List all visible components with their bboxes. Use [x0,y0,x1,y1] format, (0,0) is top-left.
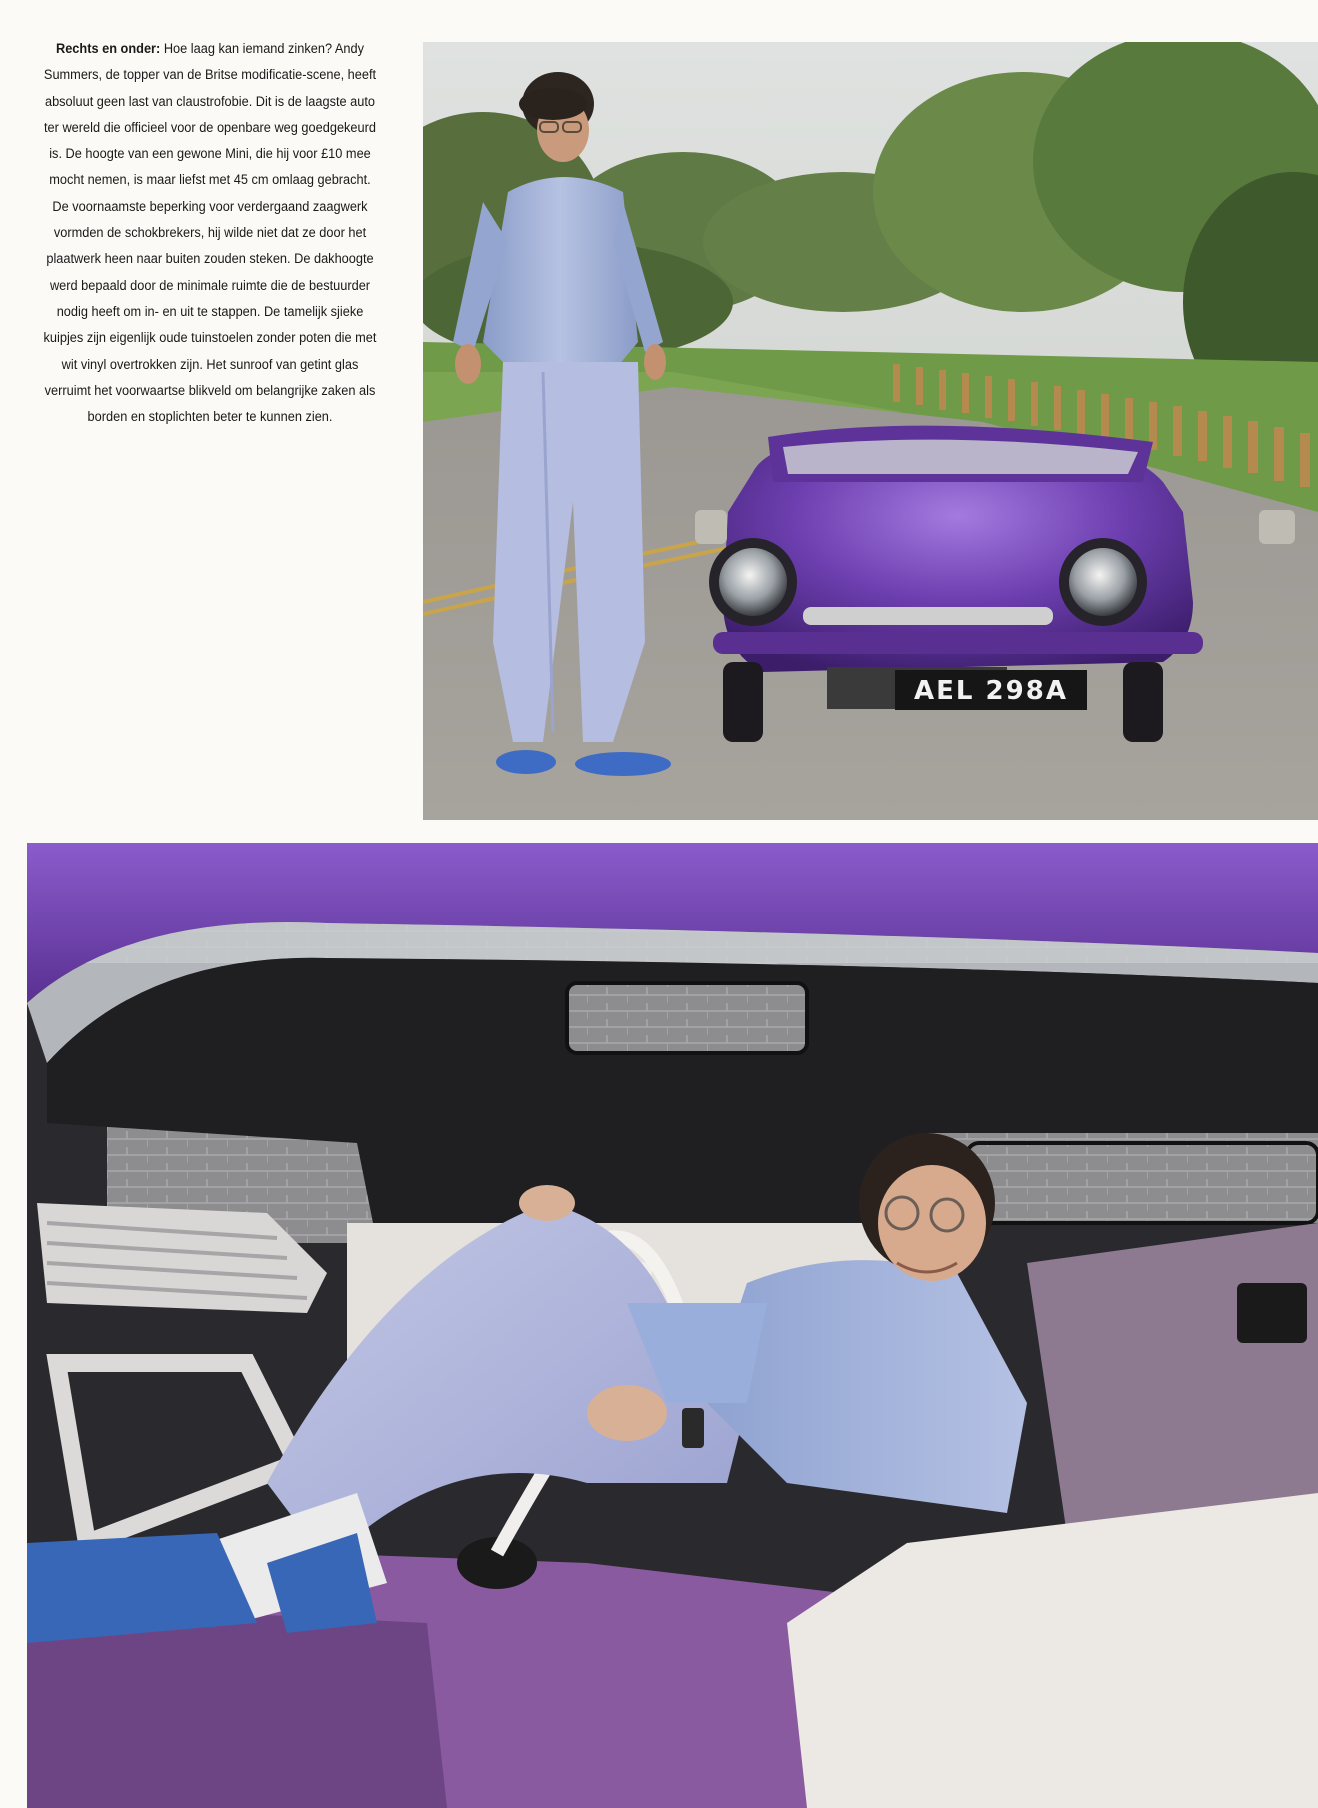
radio-cassette [1237,1283,1307,1343]
caption-body: Hoe laag kan iemand zinken? Andy Summers, de topper van de Britse modificatie-scene, heeft absoluut geen last van claustrofobie. Dit is de laagste auto ter wereld die officieel voor de openbare weg goedgekeurd is. De hoogte van een gewone Mini, die hij voor £10 mee mocht nemen, is maar liefst met 45 cm omlaag gebracht. De voornaamste beperking voor verdergaand zaagwerk vormden de schokbrekers, hij wilde niet dat ze door het plaatwerk heen naar buiten zouden steken. De dakhoogte werd bepaald door de minimale ruimte die de bestuurder nodig heeft om in- en uit te stappen. De tamelijk sjieke kuipjes zijn eigenlijk oude tuinstoelen zonder poten die met wit vinyl overtrokken zijn. Het sunroof van getint glas verruimt het voorwaartse blikveld om belangrijke zaken als borden en stoplichten beter te kunnen zien. [43,41,377,426]
photo-car-interior [27,843,1318,1808]
license-plate [895,670,1087,710]
caption-lead: Rechts en onder: [55,41,161,57]
license-plate-text: AEL 298A [914,676,1068,706]
photo-man-with-car [423,42,1318,820]
photo-caption [41,36,379,430]
